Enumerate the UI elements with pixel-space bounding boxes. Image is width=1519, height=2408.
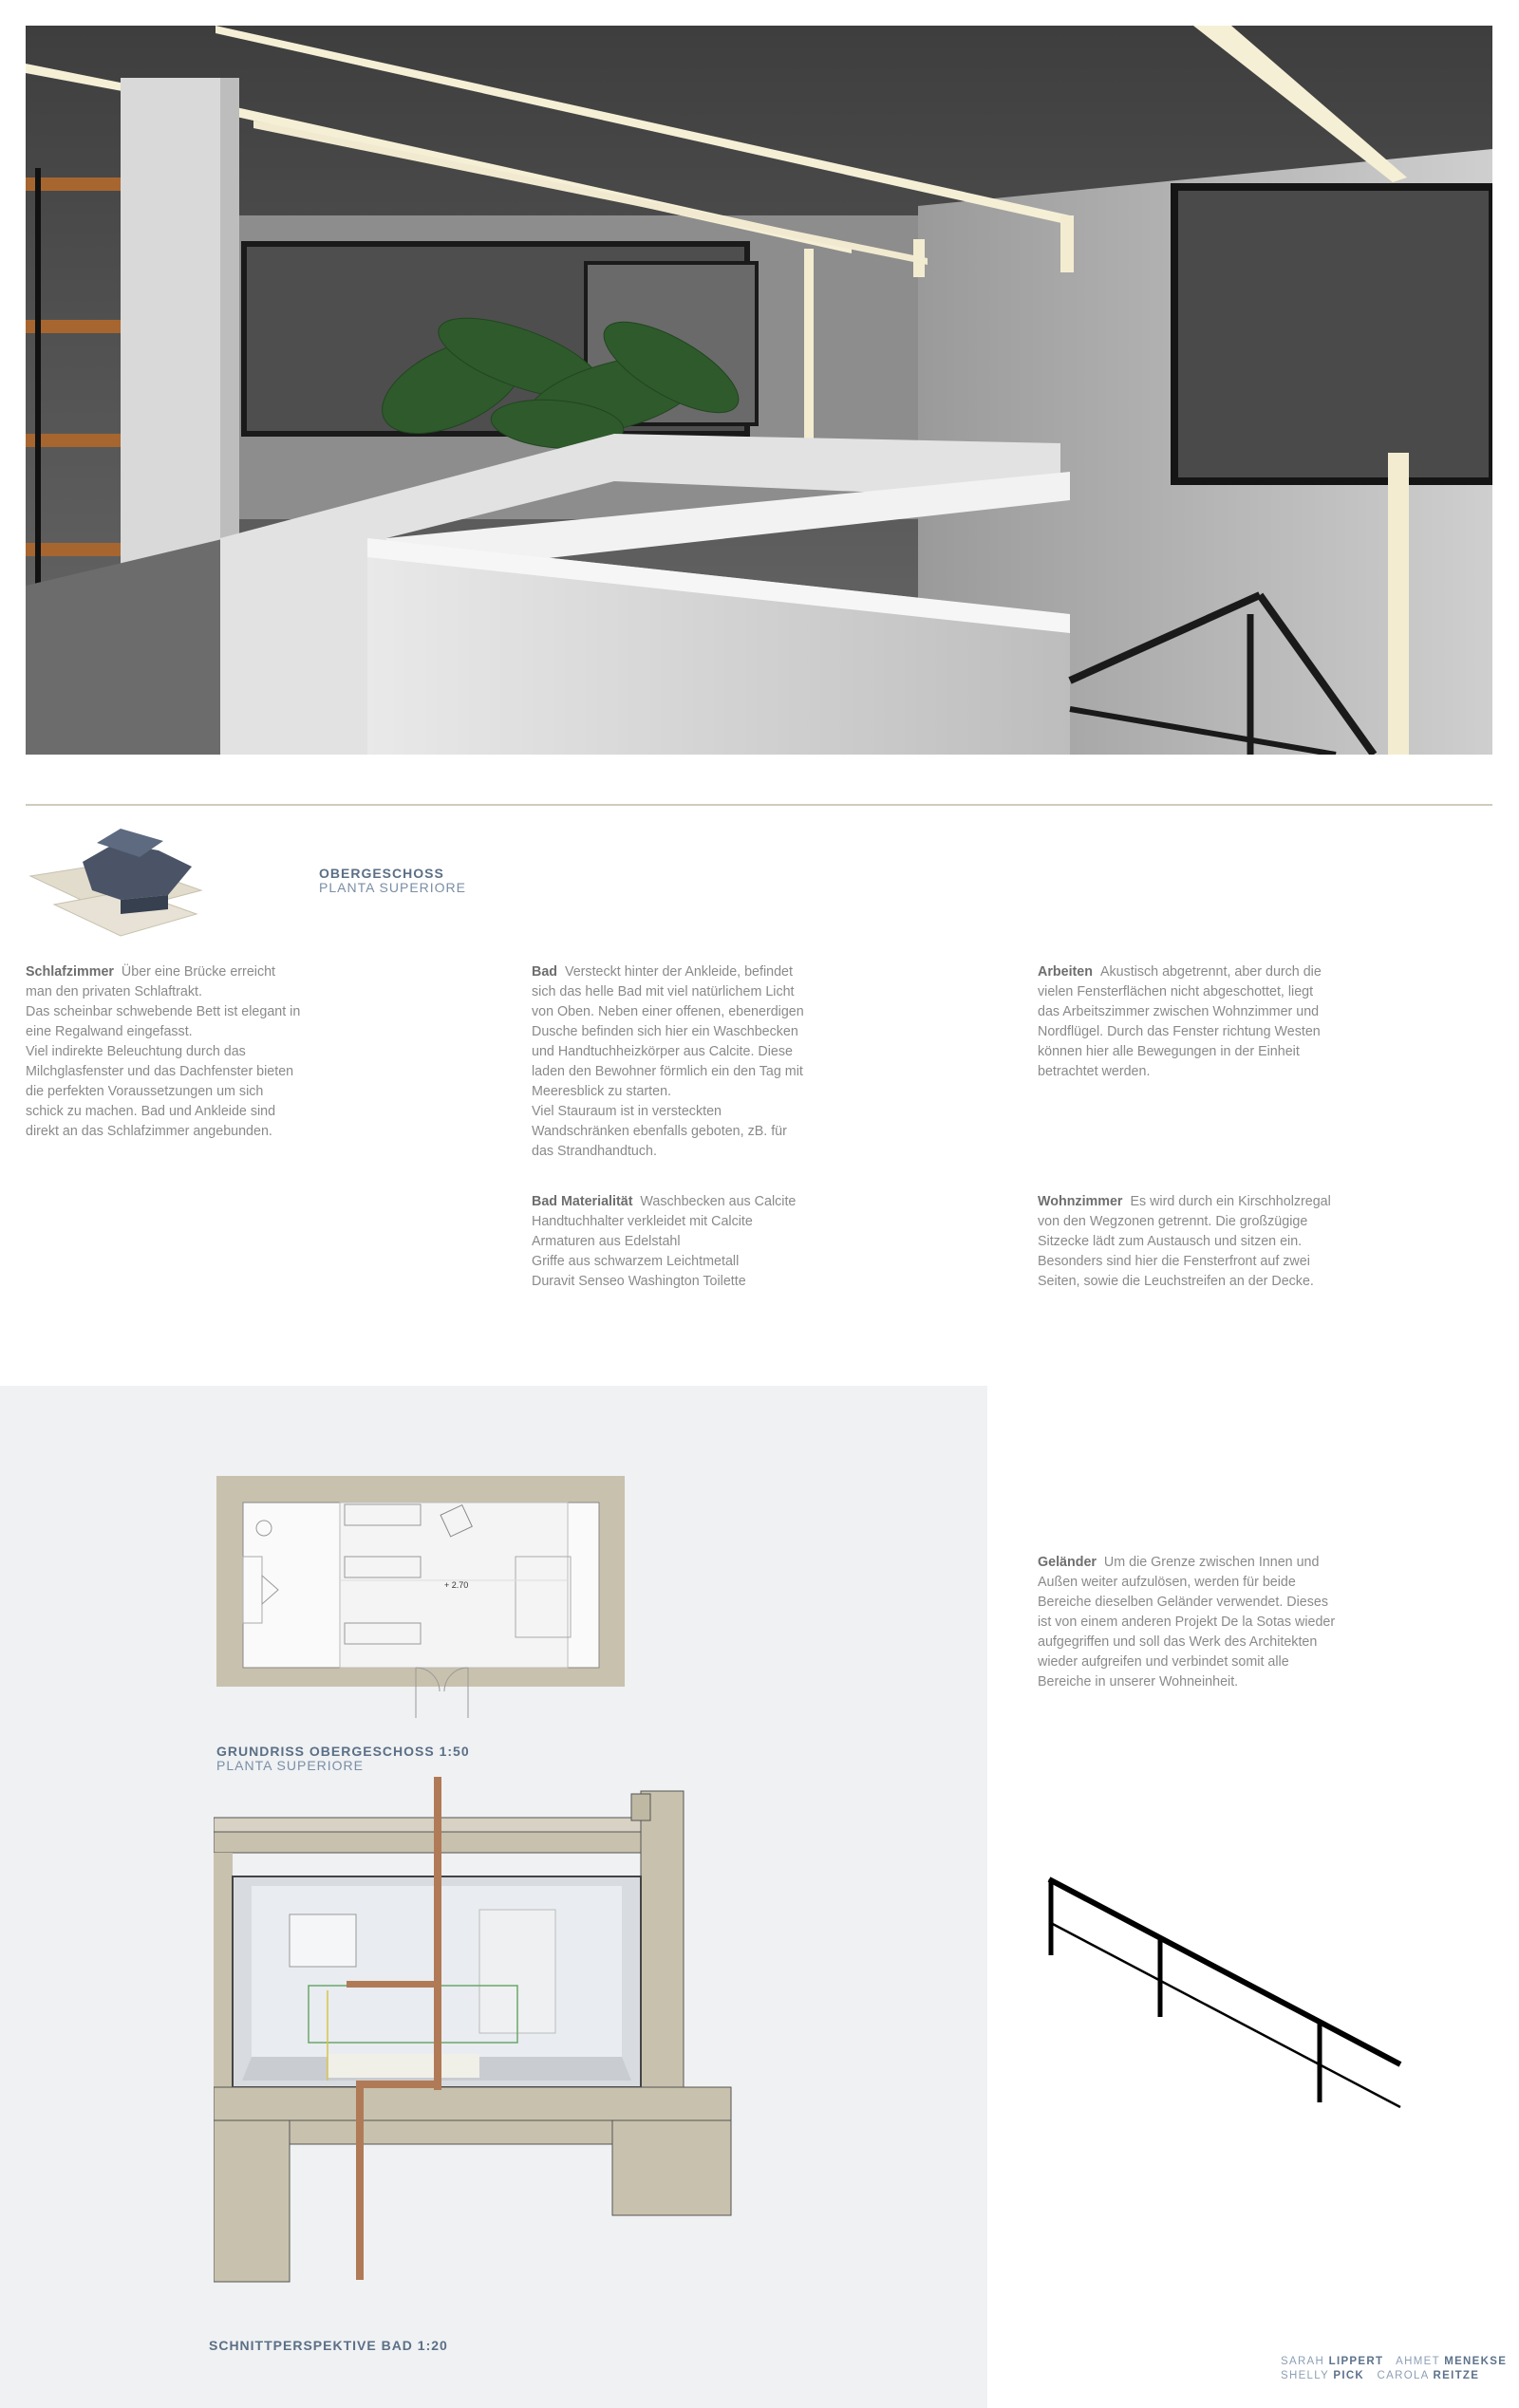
text-line: sich das helle Bad mit viel natürlichem Licht [532, 984, 795, 999]
credits-line-2 [1281, 2369, 1507, 2383]
interior-render [26, 26, 1492, 755]
floor-plan [216, 1476, 625, 1718]
text-line: ist von einem anderen Projekt De la Sotas wieder [1038, 1615, 1336, 1630]
text-line: Das scheinbar schwebende Bett ist elegant in [26, 1004, 301, 1019]
interior-render-illustration [26, 26, 1492, 755]
credit-name: SHELLY PICK [1281, 2370, 1365, 2381]
text-heading: Wohnzimmer [1038, 1194, 1123, 1209]
credit-name: CAROLA REITZE [1377, 2370, 1480, 2381]
text-line: Viel Stauraum ist in versteckten [532, 1104, 722, 1119]
text-line: Armaturen aus Edelstahl [532, 1234, 681, 1249]
section-subtitle: PLANTA SUPERIORE [319, 880, 467, 895]
text-line: wieder aufgreifen und verbindet somit alle [1038, 1654, 1289, 1670]
credit-name: AHMET MENEKSE [1396, 2356, 1508, 2367]
text-line: Dusche befinden sich hier ein Waschbecken [532, 1024, 798, 1039]
text-heading: Geländer [1038, 1555, 1097, 1570]
plan-title: GRUNDRISS OBERGESCHOSS 1:50 [216, 1744, 470, 1759]
railing-drawing [1040, 1875, 1410, 2117]
text-wohnzimmer [1038, 1192, 1351, 1292]
text-line: von Oben. Neben einer offenen, ebenerdigen [532, 1004, 804, 1019]
text-line: Arbeiten Akustisch abgetrennt, aber durch die [1038, 964, 1322, 980]
text-line: Viel indirekte Beleuchtung durch das [26, 1044, 246, 1059]
text-line: eine Regalwand eingefasst. [26, 1024, 193, 1039]
text-line: Milchglasfenster und das Dachfenster bieten [26, 1064, 294, 1079]
text-line: laden den Bewohner förmlich ein den Tag mit [532, 1064, 803, 1079]
text-line: Bereiche dieselben Geländer verwendet. Dieses [1038, 1595, 1328, 1610]
text-line: Außen weiter aufzulösen, werden für beide [1038, 1575, 1296, 1590]
text-line: von den Wegzonen getrennt. Die großzügige [1038, 1214, 1308, 1229]
text-line: und Handtuchheizkörper aus Calcite. Diese [532, 1044, 793, 1059]
text-line: können hier alle Bewegungen in der Einheit [1038, 1044, 1300, 1059]
text-heading: Bad [532, 964, 558, 980]
text-line: Wandschränken ebenfalls geboten, zB. für [532, 1124, 787, 1139]
text-line: Seiten, sowie die Leuchstreifen an der Decke. [1038, 1274, 1314, 1289]
text-line: aufgegriffen und soll das Werk des Architekten [1038, 1634, 1318, 1650]
credit-name: SARAH LIPPERT [1281, 2356, 1384, 2367]
text-line: Handtuchhalter verkleidet mit Calcite [532, 1214, 753, 1229]
text-line: vielen Fensterflächen nicht abgeschottet, liegt [1038, 984, 1314, 999]
text-line: Bad Versteckt hinter der Ankleide, befindet [532, 964, 793, 980]
axonometric-icon [26, 824, 216, 943]
text-heading: Arbeiten [1038, 964, 1093, 980]
text-line: das Arbeitszimmer zwischen Wohnzimmer und [1038, 1004, 1320, 1019]
section-title-block [209, 2339, 448, 2353]
credits [1281, 2355, 1507, 2383]
text-schlafzimmer [26, 962, 339, 1142]
text-line: Duravit Senseo Washington Toilette [532, 1274, 746, 1289]
text-line: Schlafzimmer Über eine Brücke erreicht [26, 964, 276, 980]
credits-line-1 [1281, 2355, 1507, 2369]
text-heading: Schlafzimmer [26, 964, 114, 980]
text-line: Wohnzimmer Es wird durch ein Kirschholzregal [1038, 1194, 1331, 1209]
text-line: Bereiche in unserer Wohneinheit. [1038, 1674, 1239, 1689]
text-line: die perfekten Voraussetzungen um sich [26, 1084, 264, 1099]
text-bad [532, 962, 845, 1162]
text-line: Nordflügel. Durch das Fenster richtung Westen [1038, 1024, 1321, 1039]
text-arbeiten [1038, 962, 1351, 1082]
section-perspective-title: SCHNITTPERSPEKTIVE BAD 1:20 [209, 2338, 448, 2353]
text-gelaender [1038, 1553, 1351, 1692]
text-bad-materialitaet [532, 1192, 845, 1292]
text-line: Besonders sind hier die Fensterfront auf zwei [1038, 1254, 1310, 1269]
plan-level-label: + 2.70 [444, 1580, 469, 1590]
text-line: betrachtet werden. [1038, 1064, 1151, 1079]
text-line: Griffe aus schwarzem Leichtmetall [532, 1254, 740, 1269]
text-heading: Bad Materialität [532, 1194, 633, 1209]
text-line: schick zu machen. Bad und Ankleide sind [26, 1104, 276, 1119]
text-line: man den privaten Schlaftrakt. [26, 984, 202, 999]
text-line: Meeresblick zu starten. [532, 1084, 671, 1099]
text-line: Bad Materialität Waschbecken aus Calcite [532, 1194, 797, 1209]
section-heading [319, 867, 466, 895]
section-perspective [214, 1777, 755, 2308]
text-line: direkt an das Schlafzimmer angebunden. [26, 1124, 272, 1139]
plan-heading [216, 1745, 470, 1773]
text-line: das Strandhandtuch. [532, 1144, 657, 1159]
text-line: Sitzecke lädt zum Austausch und sitzen ein. [1038, 1234, 1303, 1249]
section-title: OBERGESCHOSS [319, 866, 444, 881]
plan-subtitle: PLANTA SUPERIORE [216, 1758, 365, 1773]
section-divider [26, 804, 1492, 806]
text-line: Geländer Um die Grenze zwischen Innen und [1038, 1555, 1320, 1570]
